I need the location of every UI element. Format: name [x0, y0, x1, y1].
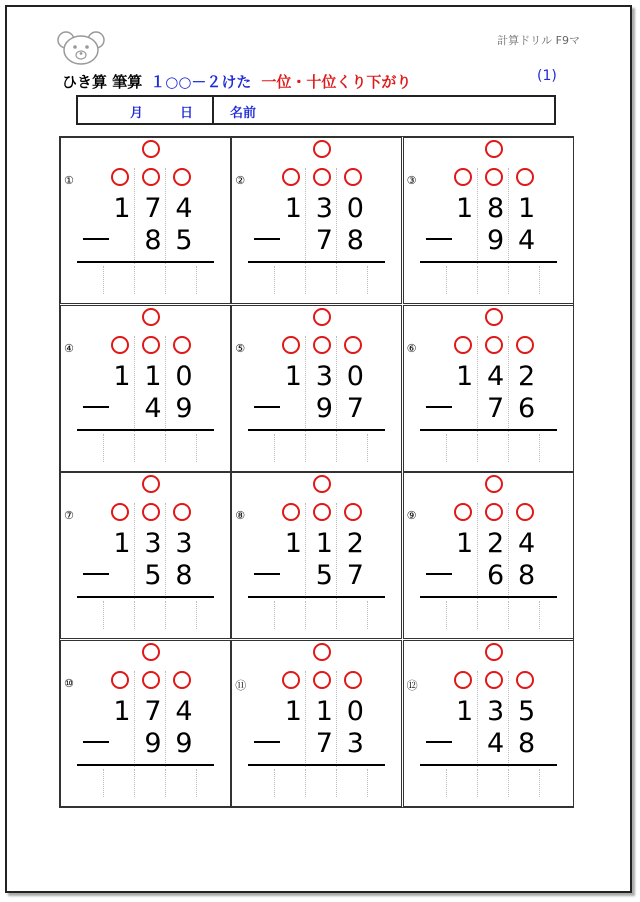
borrow-circle[interactable]: [313, 336, 331, 354]
borrow-circle[interactable]: [344, 671, 362, 689]
borrow-circle[interactable]: [344, 336, 362, 354]
column-guide: [336, 503, 337, 599]
borrow-circle[interactable]: [173, 503, 191, 521]
column-guide: [165, 769, 166, 797]
borrow-circle[interactable]: [516, 503, 534, 521]
borrow-circle[interactable]: [313, 168, 331, 186]
problem-cell: [231, 305, 402, 472]
column-guide: [134, 336, 135, 432]
minuend-digit: 0: [346, 360, 364, 392]
minuend-digit: 1: [456, 360, 474, 392]
title-part-subtraction: ひき算 筆算: [62, 73, 143, 91]
subtrahend-digit: 5: [315, 560, 333, 591]
minuend-digit: 4: [175, 193, 193, 224]
minus-sign: [254, 238, 280, 240]
borrow-circle[interactable]: [485, 671, 503, 689]
minuend-digit: 1: [113, 360, 131, 392]
month-label: 月: [130, 106, 144, 121]
borrow-circle[interactable]: [282, 503, 300, 521]
borrow-circle[interactable]: [142, 671, 160, 689]
column-guide: [196, 769, 197, 797]
bear-face-icon: [56, 30, 106, 66]
borrow-circle[interactable]: [516, 671, 534, 689]
page-title: [62, 71, 411, 92]
borrow-circle[interactable]: [173, 168, 191, 186]
column-guide: [165, 503, 166, 599]
problem-cell: [60, 640, 231, 807]
column-guide: [477, 336, 478, 432]
borrow-circle[interactable]: [142, 643, 160, 661]
minuend-digit: 4: [487, 360, 505, 392]
answer-line: [420, 429, 557, 431]
problem-cell: [60, 472, 231, 639]
column-guide: [165, 671, 166, 767]
column-guide: [477, 601, 478, 629]
subtrahend-digit: 4: [144, 392, 162, 424]
subtrahend-digit: 9: [487, 225, 505, 256]
borrow-circle[interactable]: [282, 168, 300, 186]
answer-line: [420, 261, 557, 263]
minuend-digit: 1: [456, 695, 474, 727]
minuend-digit: 3: [315, 193, 333, 224]
column-guide: [446, 601, 447, 629]
borrow-circle[interactable]: [142, 168, 160, 186]
borrow-circle[interactable]: [516, 336, 534, 354]
borrow-circle[interactable]: [485, 503, 503, 521]
borrow-circle[interactable]: [313, 643, 331, 661]
borrow-circle[interactable]: [313, 475, 331, 493]
borrow-circle[interactable]: [173, 671, 191, 689]
problem-cell: [231, 472, 402, 639]
column-guide: [274, 769, 275, 797]
problem-cell: [60, 137, 231, 304]
borrow-circle[interactable]: [454, 336, 472, 354]
minuend-digit: 0: [346, 193, 364, 224]
problem-cell: [403, 472, 574, 639]
subtrahend-digit: 6: [518, 392, 536, 424]
minuend-digit: 4: [175, 695, 193, 727]
column-guide: [305, 434, 306, 462]
minuend-digit: 3: [315, 360, 333, 392]
subtrahend-digit: 5: [175, 225, 193, 256]
borrow-circle[interactable]: [454, 671, 472, 689]
borrow-circle[interactable]: [344, 503, 362, 521]
column-guide: [103, 769, 104, 797]
subtrahend-digit: 9: [144, 727, 162, 759]
column-guide: [336, 168, 337, 264]
problem-cell: [60, 305, 231, 472]
column-guide: [336, 671, 337, 767]
column-guide: [305, 671, 306, 767]
name-divider: [212, 97, 214, 123]
minus-sign: [426, 741, 452, 743]
column-guide: [336, 266, 337, 294]
column-guide: [508, 266, 509, 294]
answer-line: [248, 429, 385, 431]
column-guide: [508, 601, 509, 629]
minuend-digit: 1: [284, 193, 302, 224]
minuend-digit: 2: [518, 360, 536, 392]
problem-cell: [231, 137, 402, 304]
minus-sign: [426, 573, 452, 575]
column-guide: [508, 769, 509, 797]
column-guide: [539, 266, 540, 294]
borrow-circle[interactable]: [485, 643, 503, 661]
column-guide: [305, 266, 306, 294]
minuend-digit: 2: [487, 528, 505, 559]
column-guide: [305, 601, 306, 629]
minuend-digit: 3: [144, 528, 162, 559]
minuend-digit: 7: [144, 193, 162, 224]
minuend-digit: 1: [113, 528, 131, 559]
minuend-digit: 8: [487, 193, 505, 224]
minus-sign: [426, 238, 452, 240]
column-guide: [274, 601, 275, 629]
subtrahend-digit: 9: [175, 727, 193, 759]
column-guide: [165, 336, 166, 432]
borrow-circle[interactable]: [142, 336, 160, 354]
borrow-circle[interactable]: [173, 336, 191, 354]
column-guide: [274, 434, 275, 462]
problem-cell: [403, 137, 574, 304]
minuend-digit: 0: [346, 695, 364, 727]
subtrahend-digit: 6: [487, 560, 505, 591]
title-part-range: １○○－２けた: [150, 73, 252, 91]
problem-number: ⑨: [406, 509, 417, 522]
problem-number: ②: [235, 174, 246, 187]
answer-line: [420, 764, 557, 766]
column-guide: [165, 168, 166, 264]
problem-number: ①: [64, 174, 74, 187]
borrow-circle[interactable]: [313, 503, 331, 521]
borrow-circle[interactable]: [142, 140, 160, 158]
subtrahend-digit: 3: [346, 727, 364, 759]
problem-number: ④: [64, 341, 74, 355]
column-guide: [477, 769, 478, 797]
minuend-digit: 1: [284, 360, 302, 392]
problem-number: ⑩: [64, 676, 74, 690]
minuend-digit: 1: [144, 360, 162, 392]
column-guide: [134, 434, 135, 462]
minuend-digit: 7: [144, 695, 162, 727]
problem-number: ⑤: [235, 341, 246, 355]
column-guide: [134, 266, 135, 294]
minuend-digit: 1: [284, 528, 302, 559]
subtrahend-digit: 7: [487, 392, 505, 424]
date-name-box: [76, 95, 556, 125]
column-guide: [539, 769, 540, 797]
column-guide: [165, 601, 166, 629]
borrow-circle[interactable]: [142, 475, 160, 493]
minus-sign: [254, 741, 280, 743]
set-number: (1): [537, 68, 557, 84]
minuend-digit: 0: [175, 360, 193, 392]
minus-sign: [254, 406, 280, 408]
column-guide: [134, 503, 135, 599]
column-guide: [305, 769, 306, 797]
problem-number: ⑥: [406, 341, 417, 355]
column-guide: [196, 434, 197, 462]
problem-number: ⑦: [64, 509, 74, 522]
problem-number: ⑧: [235, 509, 246, 522]
column-guide: [477, 503, 478, 599]
column-guide: [508, 503, 509, 599]
column-guide: [508, 168, 509, 264]
column-guide: [446, 769, 447, 797]
column-guide: [539, 601, 540, 629]
answer-line: [248, 596, 385, 598]
column-guide: [539, 434, 540, 462]
subtrahend-digit: 8: [518, 560, 536, 591]
answer-line: [77, 429, 214, 431]
column-guide: [446, 266, 447, 294]
minuend-digit: 1: [456, 528, 474, 559]
problem-grid: [59, 136, 574, 808]
title-part-borrow: 一位・十位くり下がり: [261, 73, 412, 91]
minus-sign: [83, 406, 109, 408]
column-guide: [477, 671, 478, 767]
column-guide: [477, 434, 478, 462]
column-guide: [477, 266, 478, 294]
column-guide: [336, 336, 337, 432]
borrow-circle[interactable]: [111, 671, 129, 689]
answer-line: [77, 261, 214, 263]
borrow-circle[interactable]: [111, 168, 129, 186]
minuend-digit: 1: [518, 193, 536, 224]
minus-sign: [83, 741, 109, 743]
minus-sign: [83, 573, 109, 575]
minuend-digit: 1: [315, 695, 333, 727]
answer-line: [77, 596, 214, 598]
borrow-circle[interactable]: [313, 308, 331, 326]
subtrahend-digit: 4: [487, 727, 505, 759]
minuend-digit: 4: [518, 528, 536, 559]
problem-cell: [403, 305, 574, 472]
borrow-circle[interactable]: [142, 503, 160, 521]
borrow-circle[interactable]: [282, 336, 300, 354]
borrow-circle[interactable]: [485, 168, 503, 186]
borrow-circle[interactable]: [485, 308, 503, 326]
answer-line: [420, 596, 557, 598]
problem-number: ⑪: [235, 678, 247, 692]
column-guide: [134, 601, 135, 629]
subtrahend-digit: 8: [144, 225, 162, 256]
borrow-circle[interactable]: [485, 336, 503, 354]
column-guide: [367, 266, 368, 294]
problem-cell: [231, 640, 402, 807]
minuend-digit: 3: [487, 695, 505, 727]
minuend-digit: 3: [175, 528, 193, 559]
borrow-circle[interactable]: [111, 503, 129, 521]
minus-sign: [83, 238, 109, 240]
borrow-circle[interactable]: [344, 168, 362, 186]
borrow-circle[interactable]: [142, 308, 160, 326]
borrow-circle[interactable]: [282, 671, 300, 689]
subtrahend-digit: 7: [346, 392, 364, 424]
minuend-digit: 1: [315, 528, 333, 559]
column-guide: [367, 434, 368, 462]
minuend-digit: 1: [113, 695, 131, 727]
subtrahend-digit: 8: [175, 560, 193, 591]
borrow-circle[interactable]: [454, 503, 472, 521]
column-guide: [274, 266, 275, 294]
column-guide: [103, 601, 104, 629]
column-guide: [103, 266, 104, 294]
borrow-circle[interactable]: [516, 168, 534, 186]
minus-sign: [254, 573, 280, 575]
subtrahend-digit: 5: [144, 560, 162, 591]
minus-sign: [426, 406, 452, 408]
column-guide: [336, 601, 337, 629]
answer-line: [248, 261, 385, 263]
minuend-digit: 1: [456, 193, 474, 224]
subtrahend-digit: 9: [315, 392, 333, 424]
minuend-digit: 1: [284, 695, 302, 727]
answer-line: [248, 764, 385, 766]
borrow-circle[interactable]: [485, 475, 503, 493]
column-guide: [165, 266, 166, 294]
minuend-digit: 1: [113, 193, 131, 224]
borrow-circle[interactable]: [454, 168, 472, 186]
minuend-digit: 2: [346, 528, 364, 559]
column-guide: [367, 601, 368, 629]
column-guide: [446, 434, 447, 462]
subtrahend-digit: 8: [346, 225, 364, 256]
column-guide: [305, 168, 306, 264]
column-guide: [165, 434, 166, 462]
column-guide: [508, 671, 509, 767]
subtrahend-digit: 8: [518, 727, 536, 759]
day-label: 日: [180, 106, 194, 121]
answer-line: [77, 764, 214, 766]
problem-number: ⑫: [406, 678, 418, 692]
problem-cell: [403, 640, 574, 807]
column-guide: [134, 769, 135, 797]
drill-code-label: 計算ドリル F9マ: [497, 34, 580, 47]
column-guide: [367, 769, 368, 797]
name-label: 名前: [230, 106, 257, 121]
column-guide: [508, 336, 509, 432]
column-guide: [336, 434, 337, 462]
subtrahend-digit: 4: [518, 225, 536, 256]
subtrahend-digit: 7: [315, 727, 333, 759]
column-guide: [336, 769, 337, 797]
subtrahend-digit: 7: [315, 225, 333, 256]
problem-number: ③: [406, 174, 417, 187]
borrow-circle[interactable]: [313, 671, 331, 689]
column-guide: [305, 503, 306, 599]
column-guide: [196, 601, 197, 629]
subtrahend-digit: 9: [175, 392, 193, 424]
column-guide: [196, 266, 197, 294]
column-guide: [305, 336, 306, 432]
borrow-circle[interactable]: [485, 140, 503, 158]
column-guide: [134, 168, 135, 264]
column-guide: [103, 434, 104, 462]
column-guide: [508, 434, 509, 462]
column-guide: [477, 168, 478, 264]
borrow-circle[interactable]: [111, 336, 129, 354]
borrow-circle[interactable]: [313, 140, 331, 158]
column-guide: [134, 671, 135, 767]
subtrahend-digit: 7: [346, 560, 364, 591]
minuend-digit: 5: [518, 695, 536, 727]
